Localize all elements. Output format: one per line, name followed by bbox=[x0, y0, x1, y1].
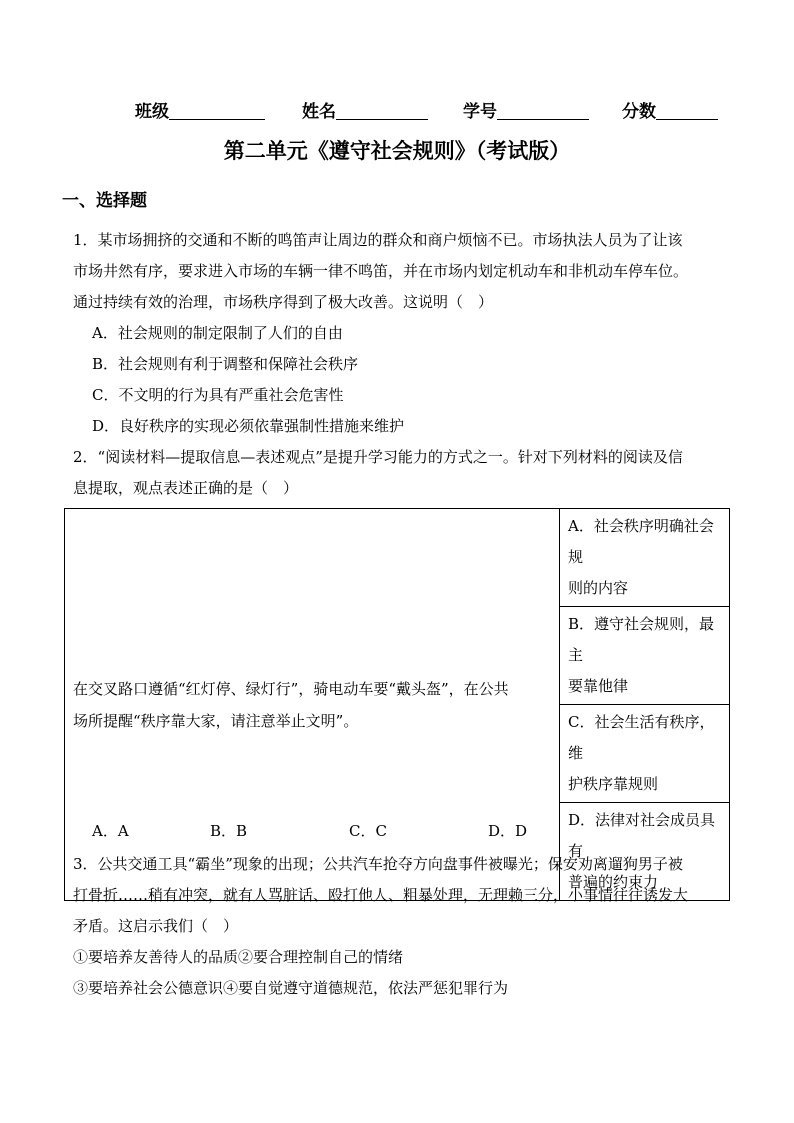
page-title: 第二单元《遵守社会规则》（考试版） bbox=[223, 138, 571, 163]
q3-stem-line-2: 打骨折……稍有冲突，就有人骂脏话、殴打他人、粗暴处理，无理赖三分，小事情往往诱发大 bbox=[73, 886, 689, 904]
q1-option-b: B．社会规则有利于调整和保障社会秩序 bbox=[92, 355, 359, 373]
class-field bbox=[135, 97, 265, 122]
q2-stem-line-2: 息提取，观点表述正确的是（ ） bbox=[73, 479, 299, 497]
class-label: 班级 bbox=[135, 102, 169, 122]
q2-answer-d: D．D bbox=[488, 822, 528, 840]
score-label: 分数 bbox=[622, 102, 656, 122]
name-field bbox=[302, 97, 428, 122]
q2-table-option-b-line-2: 要靠他律 bbox=[568, 677, 629, 695]
q3-stem-line-3: 矛盾。这启示我们（ ） bbox=[73, 917, 239, 935]
q2-table-option-a-line-1: A．社会秩序明确社会规 bbox=[568, 517, 714, 566]
q1-stem-line-2: 市场井然有序，要求进入市场的车辆一律不鸣笛，并在市场内划定机动车和非机动车停车位。 bbox=[73, 262, 689, 280]
q2-table-option-c-line-2: 护秩序靠规则 bbox=[568, 775, 659, 793]
class-blank bbox=[169, 103, 265, 120]
q2-table-option-d-line-1: D．法律对社会成员具有 bbox=[568, 811, 716, 860]
q2-material-cell bbox=[65, 509, 560, 901]
q2-table-option-a-line-2: 则的内容 bbox=[568, 579, 629, 597]
student-no-blank bbox=[497, 103, 589, 120]
section-heading: 一、选择题 bbox=[62, 191, 147, 211]
q2-table-option-b-line-1: B．遵守社会规则，最主 bbox=[568, 615, 715, 664]
q2-table-option-a bbox=[560, 509, 730, 607]
q2-material-table bbox=[64, 508, 730, 901]
q2-answer-b: B．B bbox=[210, 822, 248, 840]
score-blank bbox=[656, 103, 718, 120]
q2-table-option-b bbox=[560, 607, 730, 705]
q2-material-line-1: 在交叉路口遵循“红灯停、绿灯行”，骑电动车要“戴头盔”，在公共 bbox=[73, 679, 509, 698]
name-label: 姓名 bbox=[302, 102, 336, 122]
q1-stem-line-3: 通过持续有效的治理，市场秩序得到了极大改善。这说明（ ） bbox=[73, 293, 494, 311]
q1-stem-line-1: 1．某市场拥挤的交通和不断的鸣笛声让周边的群众和商户烦恼不已。市场执法人员为了让该 bbox=[73, 231, 683, 249]
name-blank bbox=[336, 103, 428, 120]
student-no-field bbox=[463, 97, 589, 122]
q3-statement-line-1: ①要培养友善待人的品质②要合理控制自己的情绪 bbox=[73, 948, 404, 966]
q2-answer-c: C．C bbox=[349, 822, 387, 840]
q2-table-option-c bbox=[560, 705, 730, 803]
score-field bbox=[622, 97, 718, 122]
q1-option-a: A．社会规则的制定限制了人们的自由 bbox=[92, 324, 343, 342]
q2-stem-line-1: 2．“阅读材料—提取信息—表述观点”是提升学习能力的方式之一。针对下列材料的阅读及信 bbox=[73, 448, 683, 466]
q2-material-line-2: 场所提醒“秩序靠大家，请注意举止文明”。 bbox=[73, 711, 359, 730]
student-no-label: 学号 bbox=[463, 102, 497, 122]
q3-statement-line-2: ③要培养社会公德意识④要自觉遵守道德规范，依法严惩犯罪行为 bbox=[73, 979, 509, 997]
q1-option-d: D．良好秩序的实现必须依靠强制性措施来维护 bbox=[92, 417, 405, 435]
q3-stem-line-1: 3．公共交通工具“霸坐”现象的出现；公共汽车抢夺方向盘事件被曝光；保安劝离遛狗男子被 bbox=[73, 855, 683, 873]
q2-table-option-c-line-1: C．社会生活有秩序，维 bbox=[568, 713, 715, 762]
q1-option-c: C．不文明的行为具有严重社会危害性 bbox=[92, 386, 344, 404]
q2-table-option-d-line-2: 普遍的约束力 bbox=[568, 873, 659, 891]
q2-answer-a: A．A bbox=[92, 822, 129, 840]
